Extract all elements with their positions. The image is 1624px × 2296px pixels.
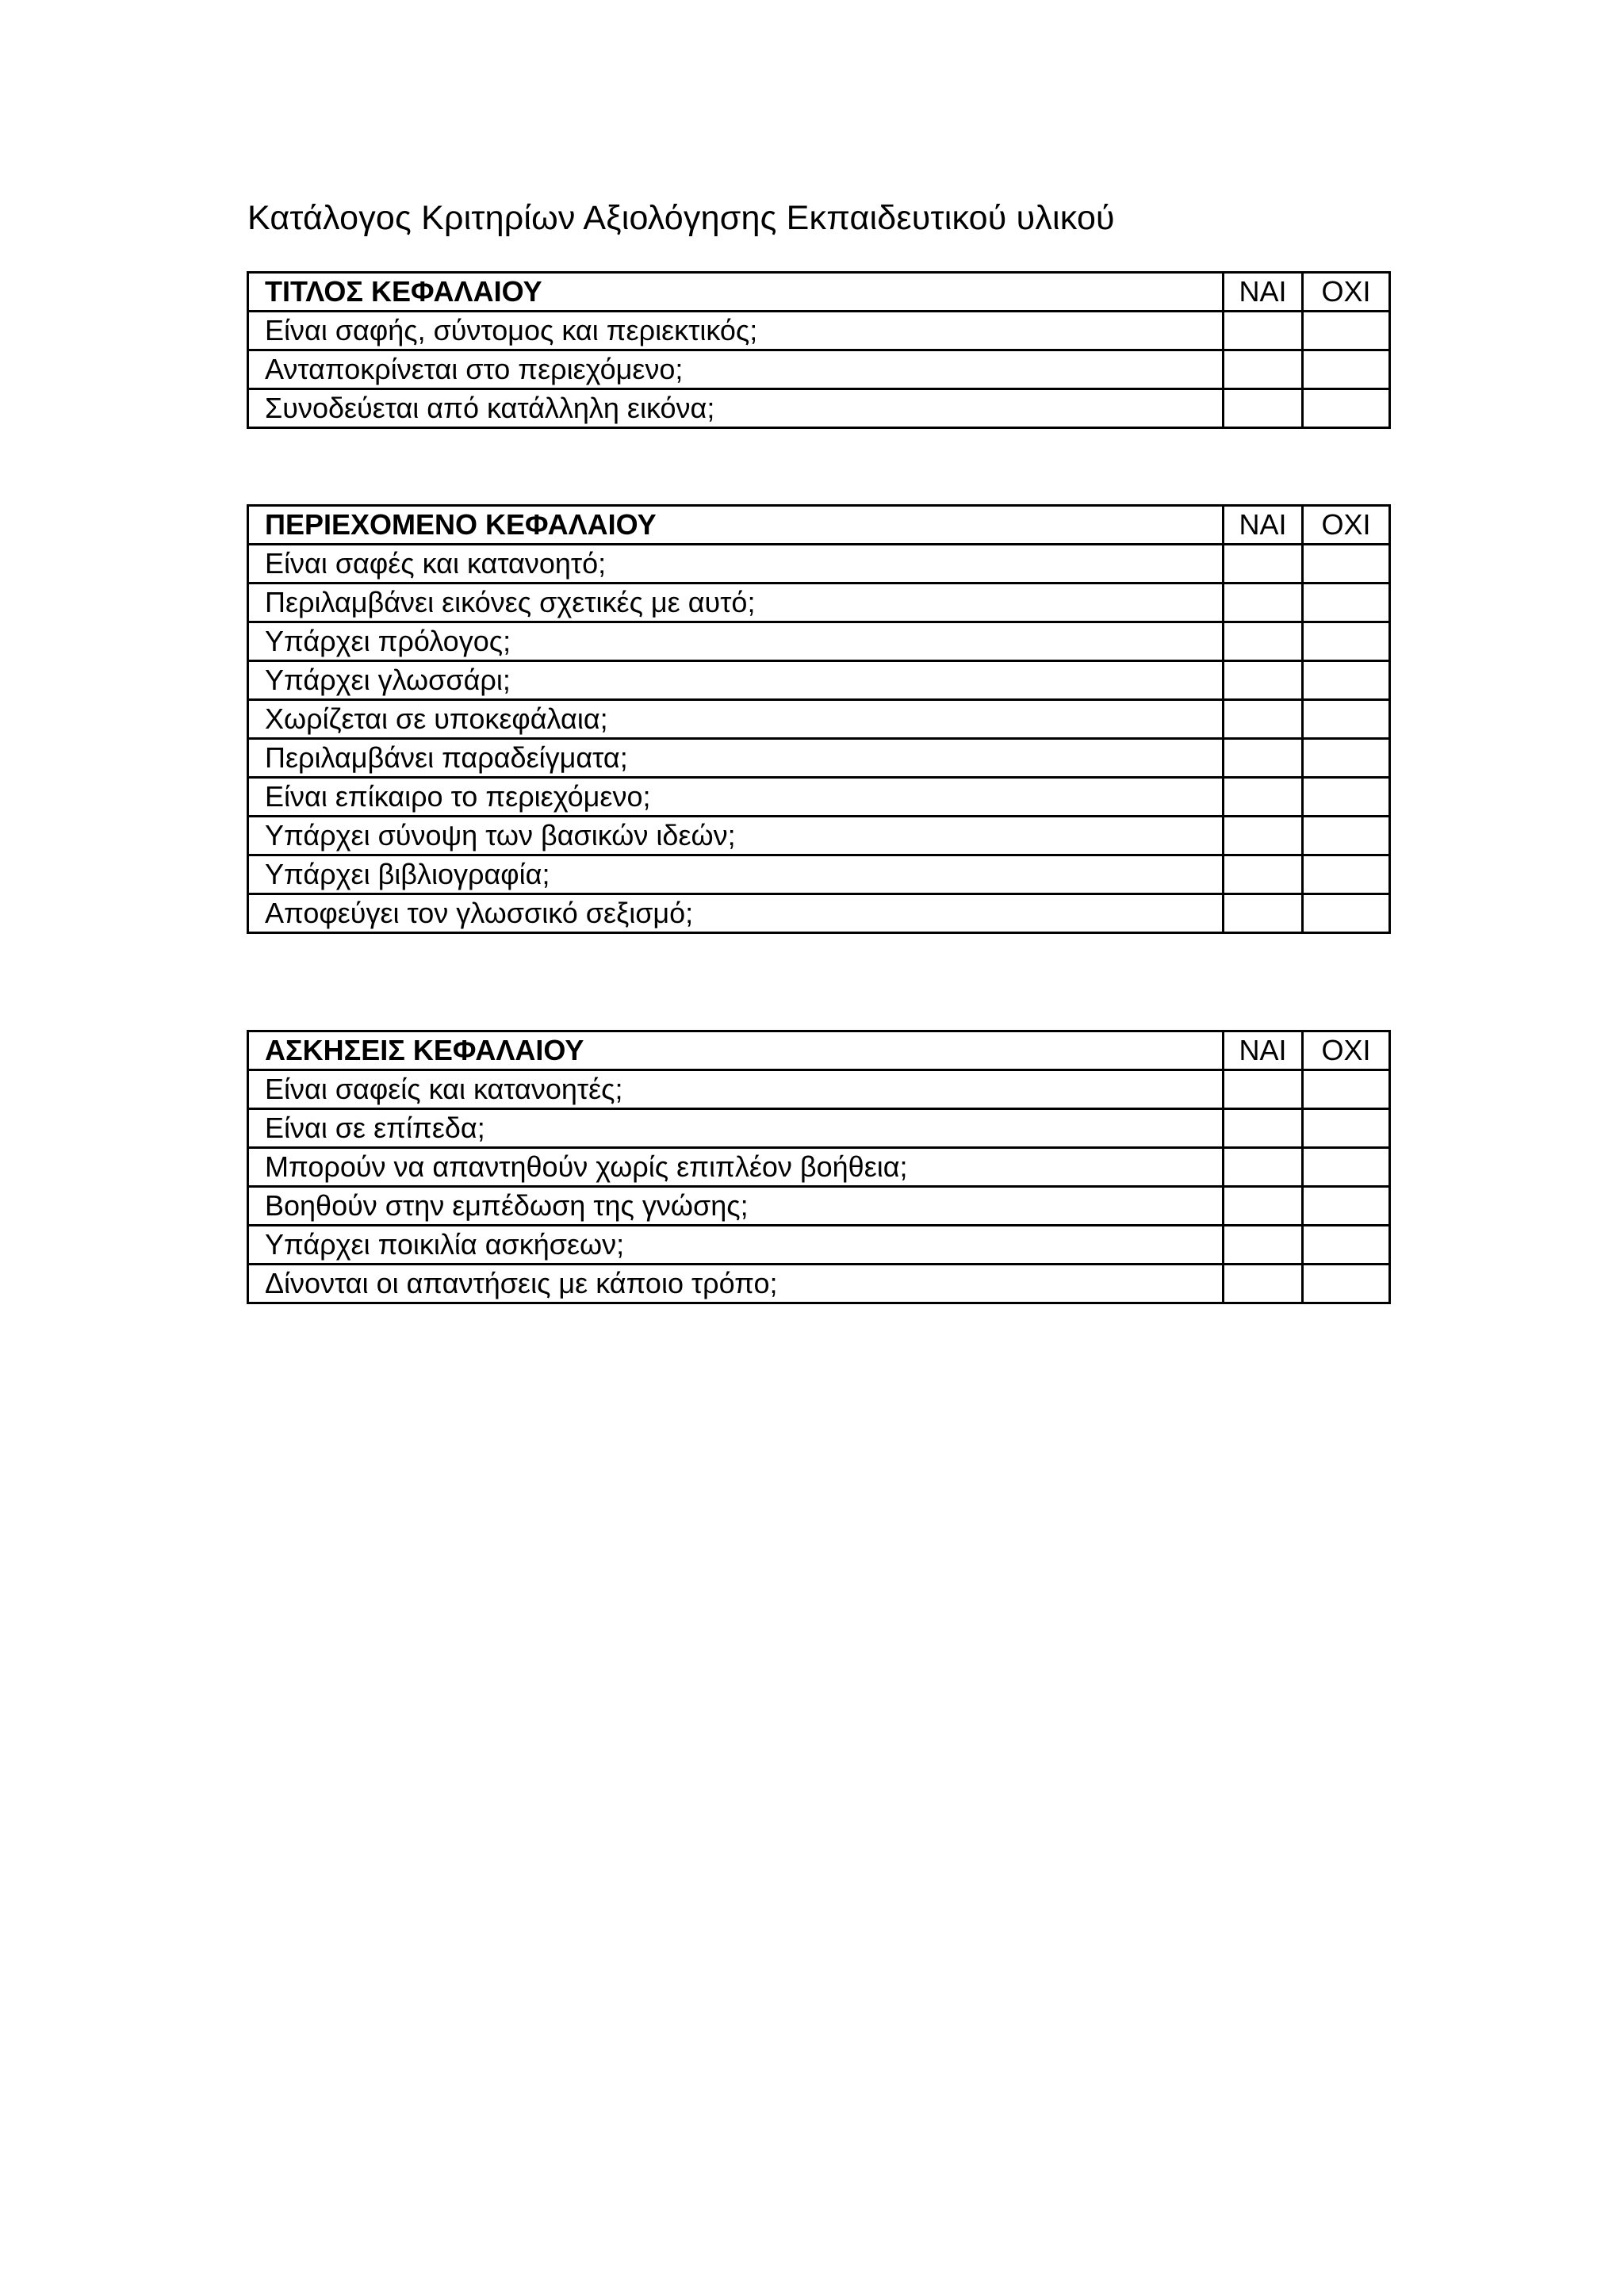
criterion-label: Υπάρχει γλωσσάρι; (248, 661, 1224, 700)
criterion-label: Περιλαμβάνει εικόνες σχετικές με αυτό; (248, 584, 1224, 622)
chapter-title-criteria-table (247, 271, 1391, 429)
no-check-cell[interactable] (1303, 312, 1390, 350)
chapter-exercises-criteria-table (247, 1030, 1391, 1304)
table-row (248, 894, 1390, 933)
yes-column-header: ΝΑΙ (1224, 273, 1303, 312)
no-check-cell[interactable] (1303, 1070, 1390, 1109)
yes-check-cell[interactable] (1224, 1226, 1303, 1265)
criterion-label: Είναι σε επίπεδα; (248, 1109, 1224, 1148)
criterion-label: Συνοδεύεται από κατάλληλη εικόνα; (248, 389, 1224, 428)
table-row (248, 778, 1390, 817)
yes-column-header: ΝΑΙ (1224, 1031, 1303, 1070)
criterion-label: Βοηθούν στην εμπέδωση της γνώσης; (248, 1187, 1224, 1226)
table-row (248, 545, 1390, 584)
yes-check-cell[interactable] (1224, 1109, 1303, 1148)
criterion-label: Είναι επίκαιρο το περιεχόμενο; (248, 778, 1224, 817)
yes-check-cell[interactable] (1224, 1148, 1303, 1187)
table-header-row (248, 273, 1390, 312)
chapter-content-criteria-table (247, 504, 1391, 934)
yes-check-cell[interactable] (1224, 1265, 1303, 1303)
table-row (248, 1070, 1390, 1109)
no-column-header: ΟΧΙ (1303, 1031, 1390, 1070)
criterion-label: Είναι σαφείς και κατανοητές; (248, 1070, 1224, 1109)
criterion-label: Χωρίζεται σε υποκεφάλαια; (248, 700, 1224, 739)
criterion-label: Είναι σαφές και κατανοητό; (248, 545, 1224, 584)
document-title: Κατάλογος Κριτηρίων Αξιολόγησης Εκπαιδευτικού υλικού (247, 199, 1115, 237)
no-check-cell[interactable] (1303, 894, 1390, 933)
table-row (248, 389, 1390, 428)
table-row (248, 350, 1390, 389)
criterion-label: Υπάρχει σύνοψη των βασικών ιδεών; (248, 817, 1224, 855)
no-check-cell[interactable] (1303, 817, 1390, 855)
no-check-cell[interactable] (1303, 661, 1390, 700)
yes-check-cell[interactable] (1224, 389, 1303, 428)
criterion-label: Ανταποκρίνεται στο περιεχόμενο; (248, 350, 1224, 389)
criterion-label: Αποφεύγει τον γλωσσικό σεξισμό; (248, 894, 1224, 933)
no-column-header: ΟΧΙ (1303, 506, 1390, 545)
table-header-row (248, 1031, 1390, 1070)
criterion-label: Μπορούν να απαντηθούν χωρίς επιπλέον βοήθεια; (248, 1148, 1224, 1187)
table-row (248, 817, 1390, 855)
criterion-label: Περιλαμβάνει παραδείγματα; (248, 739, 1224, 778)
criterion-label: Υπάρχει πρόλογος; (248, 622, 1224, 661)
yes-check-cell[interactable] (1224, 350, 1303, 389)
table-row (248, 855, 1390, 894)
yes-check-cell[interactable] (1224, 622, 1303, 661)
section-heading: ΑΣΚΗΣΕΙΣ ΚΕΦΑΛΑΙΟΥ (248, 1031, 1224, 1070)
no-check-cell[interactable] (1303, 389, 1390, 428)
criterion-label: Υπάρχει ποικιλία ασκήσεων; (248, 1226, 1224, 1265)
yes-check-cell[interactable] (1224, 1070, 1303, 1109)
no-check-cell[interactable] (1303, 1226, 1390, 1265)
no-check-cell[interactable] (1303, 855, 1390, 894)
no-check-cell[interactable] (1303, 1187, 1390, 1226)
table-row (248, 312, 1390, 350)
no-check-cell[interactable] (1303, 1148, 1390, 1187)
table-row (248, 700, 1390, 739)
table-row (248, 622, 1390, 661)
table-row (248, 739, 1390, 778)
yes-check-cell[interactable] (1224, 661, 1303, 700)
criterion-label: Δίνονται οι απαντήσεις με κάποιο τρόπο; (248, 1265, 1224, 1303)
yes-column-header: ΝΑΙ (1224, 506, 1303, 545)
yes-check-cell[interactable] (1224, 584, 1303, 622)
table-row (248, 1109, 1390, 1148)
no-check-cell[interactable] (1303, 545, 1390, 584)
yes-check-cell[interactable] (1224, 739, 1303, 778)
no-check-cell[interactable] (1303, 778, 1390, 817)
no-check-cell[interactable] (1303, 1265, 1390, 1303)
table-row (248, 1148, 1390, 1187)
no-check-cell[interactable] (1303, 1109, 1390, 1148)
no-check-cell[interactable] (1303, 350, 1390, 389)
table-row (248, 1265, 1390, 1303)
yes-check-cell[interactable] (1224, 778, 1303, 817)
criterion-label: Είναι σαφής, σύντομος και περιεκτικός; (248, 312, 1224, 350)
yes-check-cell[interactable] (1224, 1187, 1303, 1226)
no-check-cell[interactable] (1303, 622, 1390, 661)
yes-check-cell[interactable] (1224, 545, 1303, 584)
yes-check-cell[interactable] (1224, 700, 1303, 739)
table-header-row (248, 506, 1390, 545)
yes-check-cell[interactable] (1224, 817, 1303, 855)
no-column-header: ΟΧΙ (1303, 273, 1390, 312)
criterion-label: Υπάρχει βιβλιογραφία; (248, 855, 1224, 894)
no-check-cell[interactable] (1303, 700, 1390, 739)
table-row (248, 584, 1390, 622)
table-row (248, 661, 1390, 700)
no-check-cell[interactable] (1303, 584, 1390, 622)
no-check-cell[interactable] (1303, 739, 1390, 778)
yes-check-cell[interactable] (1224, 312, 1303, 350)
table-row (248, 1187, 1390, 1226)
section-heading: ΠΕΡΙΕΧΟΜΕΝΟ ΚΕΦΑΛΑΙΟΥ (248, 506, 1224, 545)
yes-check-cell[interactable] (1224, 855, 1303, 894)
table-row (248, 1226, 1390, 1265)
section-heading: ΤΙΤΛΟΣ ΚΕΦΑΛΑΙΟΥ (248, 273, 1224, 312)
yes-check-cell[interactable] (1224, 894, 1303, 933)
